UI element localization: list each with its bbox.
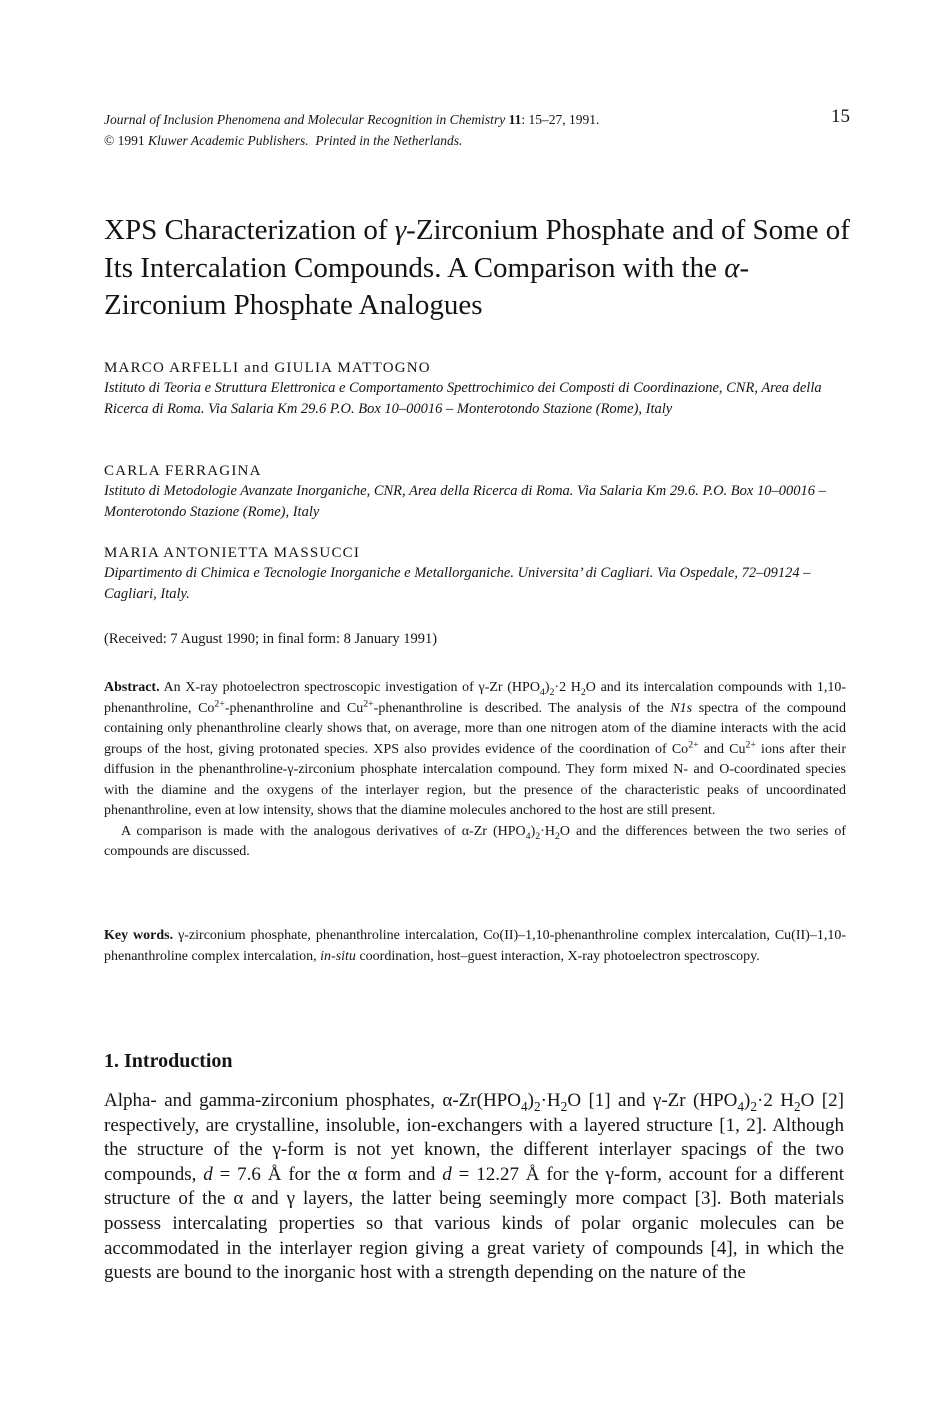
author-block-3 bbox=[104, 543, 849, 604]
author-affiliation: Istituto di Metodologie Avanzate Inorganiche, CNR, Area della Ricerca di Roma. Via Salaria Km 29.6. P.O. Box 10–00016 – Monterotondo Stazione (Rome), Italy bbox=[104, 483, 826, 520]
introduction-body bbox=[104, 1089, 844, 1286]
abstract-paragraph-1: Abstract. An X-ray photoelectron spectroscopic investigation of γ-Zr $(HPO_4)_2\cdot 2$ $H_2O$ and its intercalation compounds with 1,10-phenanthroline, $Co^{2+}$-phenanthroline and $Cu^{2+}$-phenanthroline is described. The analysis of the N1s spectra of the compound containing only phenanthroline clearly shows that, on average, more than one nitrogen atom of the diamine interacts with the acid groups of the host, giving protonated species. XPS also provides evidence of the coordination of $Co^{2+}$ and $Cu^{2+}$ ions after their diffusion in the phenanthroline-γ-zirconium phosphate intercalation compound. They form mixed N- and O-coordinated species with the diamine and the oxygens of the interlayer region, but the presence of the characteristic peaks of uncoordinated phenanthroline, even at low intensity, shows that the diamine molecules anchored to the host are still present. bbox=[104, 680, 847, 818]
printed-location: Printed in the Netherlands. bbox=[315, 133, 463, 148]
abstract-paragraph-2: A comparison is made with the analogous derivatives of α-Zr $(HPO_4)_2\cdot H_2O$ and the differences between the two series of compounds are discussed. bbox=[104, 823, 846, 859]
copyright-line bbox=[104, 130, 744, 151]
paper-title: XPS Characterization of γ-Zirconium Phosphate and of Some of Its Intercalation Compounds. A Comparison with the α-Zirconium Phosphate Analogues bbox=[104, 214, 850, 321]
citation-line: Journal of Inclusion Phenomena and Molecular Recognition in Chemistry 11: 15–27, 1991. bbox=[104, 112, 600, 127]
journal-name: Journal of Inclusion Phenomena and Molecular Recognition in Chemistry bbox=[104, 112, 506, 127]
journal-volume: 11 bbox=[508, 112, 522, 127]
journal-header bbox=[104, 109, 744, 151]
received-dates: (Received: 7 August 1990; in final form: 8 January 1991) bbox=[104, 631, 438, 647]
author-block-2 bbox=[104, 461, 849, 522]
copyright-year: 1991 bbox=[117, 133, 145, 148]
author-block-1 bbox=[104, 358, 849, 419]
author-affiliation: Istituto di Teoria e Struttura Elettronica e Comportamento Spettrochimico dei Composti di Coordinazione, CNR, Area della Ricerca di Roma. Via Salaria Km 29.6 P.O. Box 10–00016 – Monterotondo Stazione (Rome), Italy bbox=[104, 380, 822, 417]
section-heading-introduction: 1. Introduction bbox=[104, 1050, 233, 1072]
journal-pages: 15–27, 1991. bbox=[528, 112, 600, 127]
publisher: Kluwer Academic Publishers. bbox=[148, 133, 309, 148]
author-affiliation: Dipartimento di Chimica e Tecnologie Inorganiche e Metallorganiche. Universita’ di Cagliari. Via Ospedale, 72–09124 – Cagliari, Italy. bbox=[104, 565, 811, 602]
author-names: MARIA ANTONIETTA MASSUCCI bbox=[104, 545, 361, 561]
abstract bbox=[104, 678, 846, 863]
keywords: Key words. γ-zirconium phosphate, phenanthroline intercalation, Co(II)–1,10-phenanthroline complex intercalation, Cu(II)–1,10-phenanthroline complex intercalation, in-situ coordination, host–guest interaction, X-ray photoelectron spectroscopy. bbox=[104, 928, 846, 964]
author-names: MARCO ARFELLI and GIULIA MATTOGNO bbox=[104, 360, 431, 376]
page-number: 15 bbox=[831, 106, 850, 127]
introduction-paragraph: Alpha- and gamma-zirconium phosphates, $\alpha-Zr(HPO_4)_2\cdot H_2O$ [1] and γ-Zr $(HPO_4)_2\cdot 2$ $H_2O$ [2] respectively, are crystalline, insoluble, ion-exchangers with a layered structure [1, 2]. Although the structure of the γ-form is not yet known, the different interlayer spacings of the two compounds, d = 7.6 Å for the α form and d = 12.27 Å for the γ-form, account for a different structure of the α and γ layers, the latter being seemingly more compact [3]. Both materials possess intercalating properties so that various kinds of polar organic molecules can be accommodated in the interlayer region giving a great variety of compounds [4], in which the guests are bound to the inorganic host with a strength depending on the nature of the bbox=[104, 1090, 845, 1284]
author-names: CARLA FERRAGINA bbox=[104, 463, 262, 479]
copyright-symbol: © bbox=[104, 133, 115, 148]
